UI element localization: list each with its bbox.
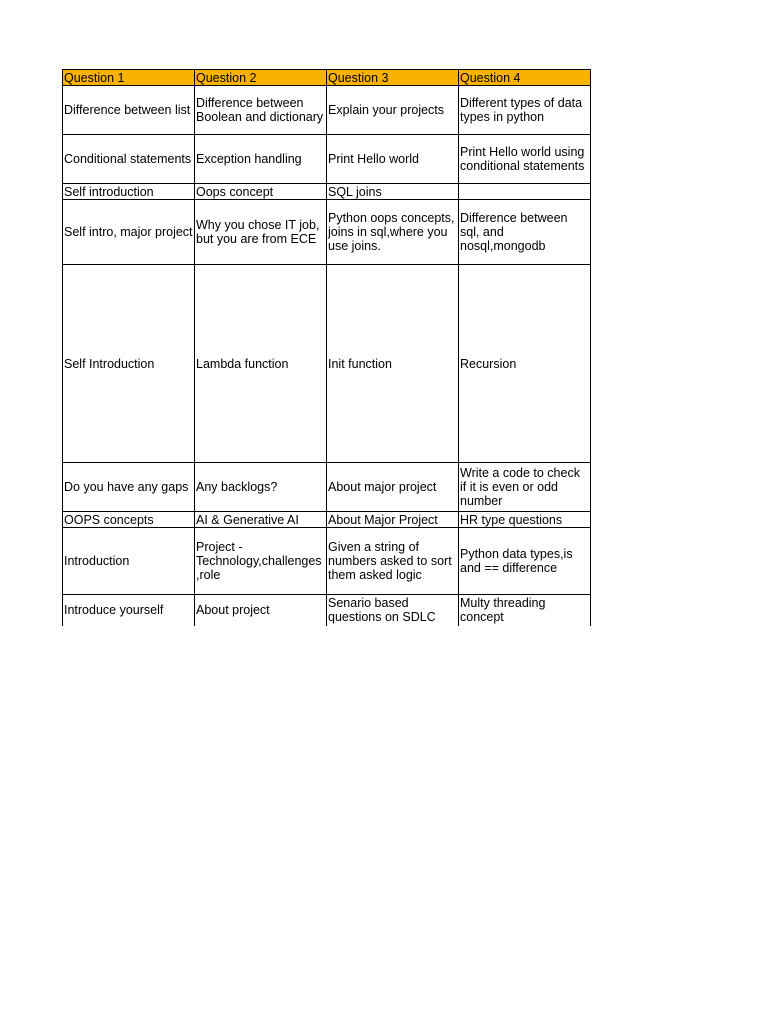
table-cell[interactable]: Difference between sql, and nosql,mongodb (459, 200, 591, 265)
table-cell[interactable]: Lambda function (195, 265, 327, 463)
table-cell[interactable]: About major project (327, 463, 459, 512)
table-cell[interactable]: Multy threading concept (459, 595, 591, 626)
table-cell[interactable]: Difference between Boolean and dictionary (195, 86, 327, 135)
table-cell[interactable]: Senario based questions on SDLC (327, 595, 459, 626)
table-cell[interactable]: About Major Project (327, 512, 459, 528)
table-row (63, 512, 591, 528)
table-cell[interactable]: SQL joins (327, 184, 459, 200)
table-cell[interactable]: Difference between list (63, 86, 195, 135)
table-cell[interactable]: Project - Technology,challenges,role (195, 528, 327, 595)
table-cell[interactable]: Python data types,is and == difference (459, 528, 591, 595)
table-row (63, 595, 591, 626)
table-cell[interactable]: OOPS concepts (63, 512, 195, 528)
table-row (63, 86, 591, 135)
table-cell[interactable]: AI & Generative AI (195, 512, 327, 528)
table-cell[interactable]: Recursion (459, 265, 591, 463)
table-cell[interactable] (459, 184, 591, 200)
table-row (63, 200, 591, 265)
table-cell[interactable]: Oops concept (195, 184, 327, 200)
table-row (63, 184, 591, 200)
table-cell[interactable]: Any backlogs? (195, 463, 327, 512)
table-row (63, 265, 591, 463)
table-cell[interactable]: Init function (327, 265, 459, 463)
table-cell[interactable]: Why you chose IT job, but you are from ECE (195, 200, 327, 265)
header-cell[interactable]: Question 2 (195, 70, 327, 86)
header-cell[interactable]: Question 4 (459, 70, 591, 86)
table-row (63, 528, 591, 595)
table-cell[interactable]: About project (195, 595, 327, 626)
table-row (63, 135, 591, 184)
table-cell[interactable]: Introduction (63, 528, 195, 595)
table-cell[interactable]: Self intro, major project (63, 200, 195, 265)
table-cell[interactable]: Do you have any gaps (63, 463, 195, 512)
table-cell[interactable]: HR type questions (459, 512, 591, 528)
table-cell[interactable]: Explain your projects (327, 86, 459, 135)
table-cell[interactable]: Exception handling (195, 135, 327, 184)
table-cell[interactable]: Print Hello world (327, 135, 459, 184)
table-cell[interactable]: Given a string of numbers asked to sort them asked logic (327, 528, 459, 595)
table-cell[interactable]: Write a code to check if it is even or odd number (459, 463, 591, 512)
table-row (63, 463, 591, 512)
table-cell[interactable]: Self introduction (63, 184, 195, 200)
header-cell[interactable]: Question 3 (327, 70, 459, 86)
table-cell[interactable]: Python oops concepts, joins in sql,where you use joins. (327, 200, 459, 265)
header-row (63, 70, 591, 86)
table-cell[interactable]: Print Hello world using conditional statements (459, 135, 591, 184)
table-cell[interactable]: Different types of data types in python (459, 86, 591, 135)
table-cell[interactable]: Conditional statements (63, 135, 195, 184)
table-cell[interactable]: Self Introduction (63, 265, 195, 463)
table-cell[interactable]: Introduce yourself (63, 595, 195, 626)
question-table (62, 69, 591, 626)
header-cell[interactable]: Question 1 (63, 70, 195, 86)
